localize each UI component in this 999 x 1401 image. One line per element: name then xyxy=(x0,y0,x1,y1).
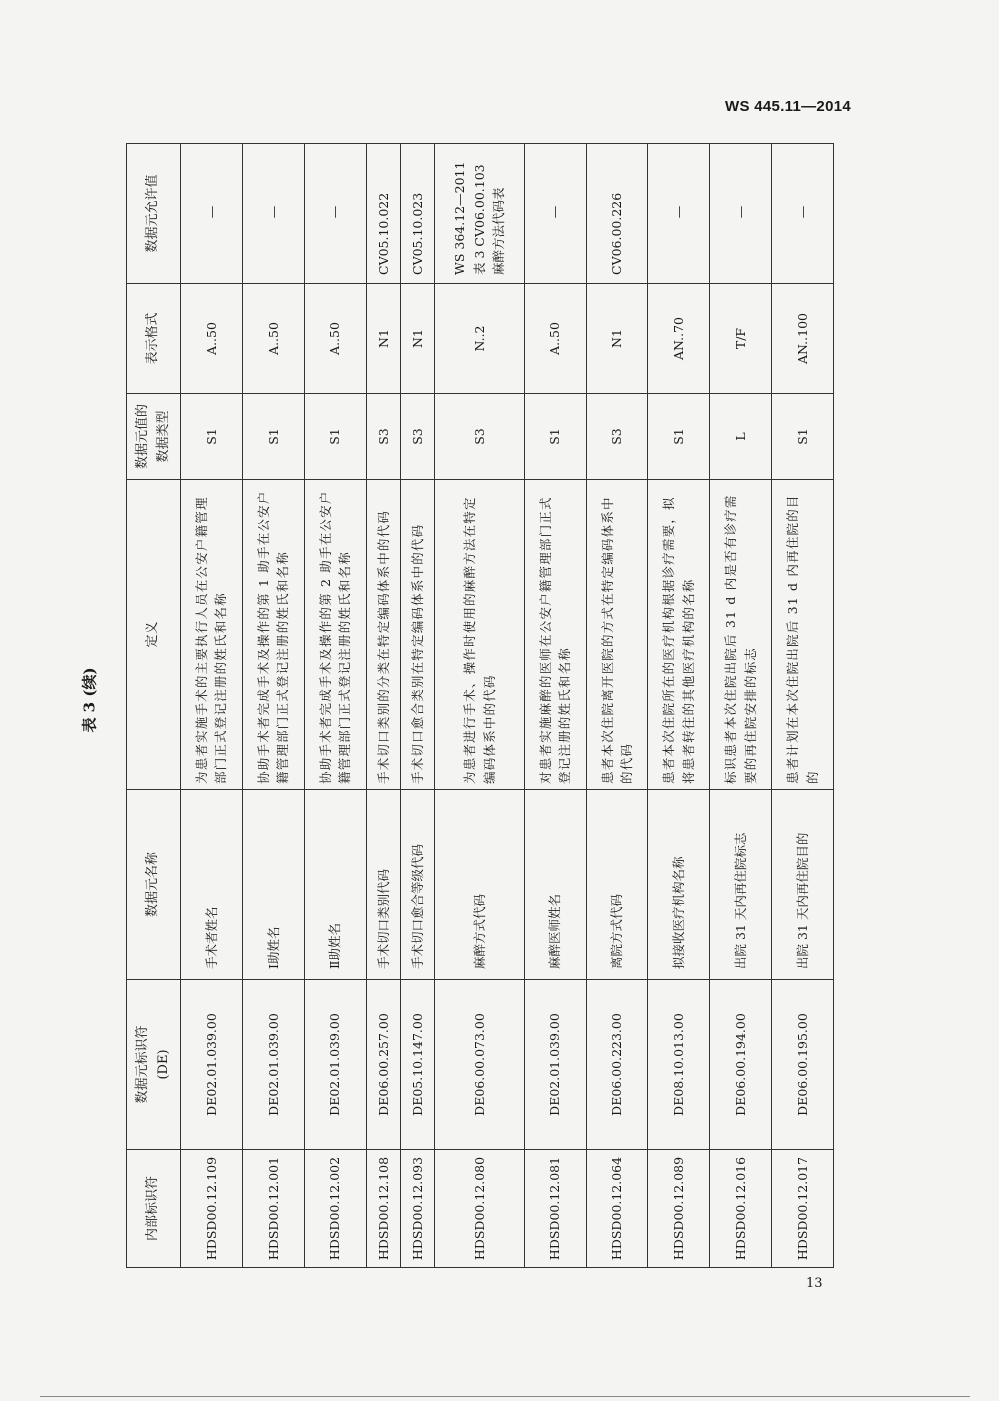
header-data-type: 数据元值的 数据类型 xyxy=(127,394,181,480)
cell-de-id: DE02.01.039.00 xyxy=(242,980,304,1150)
cell-data-type: S3 xyxy=(435,394,524,480)
cell-data-type: S1 xyxy=(242,394,304,480)
table-row xyxy=(772,144,834,1268)
rotated-table-container xyxy=(126,144,834,1268)
cell-de-id: DE08.10.013.00 xyxy=(648,980,710,1150)
cell-element-name: 手术切口愈合等级代码 xyxy=(400,790,434,980)
cell-allowed-values: — xyxy=(648,144,710,284)
table-row xyxy=(710,144,772,1268)
cell-de-id: DE06.00.194.00 xyxy=(710,980,772,1150)
cell-allowed-values: — xyxy=(181,144,243,284)
cell-allowed-values: — xyxy=(710,144,772,284)
table-row xyxy=(648,144,710,1268)
cell-internal-id: HDSD00.12.089 xyxy=(648,1150,710,1268)
cell-data-type: S3 xyxy=(366,394,400,480)
cell-allowed-values: CV06.00.226 xyxy=(586,144,648,284)
cell-allowed-values: — xyxy=(304,144,366,284)
cell-internal-id: HDSD00.12.001 xyxy=(242,1150,304,1268)
table-row xyxy=(435,144,524,1268)
table-row xyxy=(304,144,366,1268)
cell-allowed-values: WS 364.12—2011 表 3 CV06.00.103 麻醉方法代码表 xyxy=(435,144,524,284)
cell-data-type: S3 xyxy=(586,394,648,480)
cell-definition: 协助手术者完成手术及操作的第 1 助手在公安户籍管理部门正式登记注册的姓氏和名称 xyxy=(242,480,304,790)
cell-format: T/F xyxy=(710,284,772,394)
cell-allowed-values: — xyxy=(772,144,834,284)
cell-internal-id: HDSD00.12.002 xyxy=(304,1150,366,1268)
table-row xyxy=(242,144,304,1268)
cell-data-type: L xyxy=(710,394,772,480)
data-element-table xyxy=(126,143,834,1268)
cell-definition: 为患者实施手术的主要执行人员在公安户籍管理部门正式登记注册的姓氏和名称 xyxy=(181,480,243,790)
cell-element-name: 手术切口类别代码 xyxy=(366,790,400,980)
header-internal-id: 内部标识符 xyxy=(127,1150,181,1268)
cell-data-type: S1 xyxy=(648,394,710,480)
cell-allowed-values: CV05.10.023 xyxy=(400,144,434,284)
cell-internal-id: HDSD00.12.016 xyxy=(710,1150,772,1268)
table-row xyxy=(181,144,243,1268)
header-definition: 定义 xyxy=(127,480,181,790)
cell-data-type: S1 xyxy=(181,394,243,480)
table-row xyxy=(586,144,648,1268)
cell-allowed-values: — xyxy=(242,144,304,284)
cell-element-name: Ⅱ助姓名 xyxy=(304,790,366,980)
cell-de-id: DE06.00.257.00 xyxy=(366,980,400,1150)
table-caption: 表 3 (续) xyxy=(80,667,99,733)
cell-format: A..50 xyxy=(181,284,243,394)
cell-data-type: S1 xyxy=(772,394,834,480)
cell-data-type: S3 xyxy=(400,394,434,480)
cell-element-name: 麻醉医师姓名 xyxy=(524,790,586,980)
cell-format: N1 xyxy=(366,284,400,394)
cell-definition: 患者本次住院所在的医疗机构根据诊疗需要，拟将患者转往的其他医疗机构的名称 xyxy=(648,480,710,790)
cell-definition: 为患者进行手术、操作时使用的麻醉方法在特定编码体系中的代码 xyxy=(435,480,524,790)
cell-internal-id: HDSD00.12.081 xyxy=(524,1150,586,1268)
cell-internal-id: HDSD00.12.093 xyxy=(400,1150,434,1268)
header-allowed-values: 数据元允许值 xyxy=(127,144,181,284)
cell-allowed-values: — xyxy=(524,144,586,284)
table-row xyxy=(400,144,434,1268)
cell-data-type: S1 xyxy=(524,394,586,480)
cell-definition: 手术切口愈合类别在特定编码体系中的代码 xyxy=(400,480,434,790)
cell-format: A..50 xyxy=(304,284,366,394)
cell-format: AN..70 xyxy=(648,284,710,394)
standard-code: WS 445.11—2014 xyxy=(725,98,851,115)
cell-definition: 标识患者本次住院出院后 31 d 内是否有诊疗需要的再住院安排的标志 xyxy=(710,480,772,790)
cell-format: N..2 xyxy=(435,284,524,394)
cell-element-name: 麻醉方式代码 xyxy=(435,790,524,980)
cell-element-name: 拟接收医疗机构名称 xyxy=(648,790,710,980)
table-row xyxy=(366,144,400,1268)
cell-de-id: DE06.00.223.00 xyxy=(586,980,648,1150)
cell-element-name: Ⅰ助姓名 xyxy=(242,790,304,980)
cell-internal-id: HDSD00.12.109 xyxy=(181,1150,243,1268)
cell-definition: 患者本次住院离开医院的方式在特定编码体系中的代码 xyxy=(586,480,648,790)
cell-internal-id: HDSD00.12.017 xyxy=(772,1150,834,1268)
cell-allowed-values: CV05.10.022 xyxy=(366,144,400,284)
cell-data-type: S1 xyxy=(304,394,366,480)
cell-definition: 对患者实施麻醉的医师在公安户籍管理部门正式登记注册的姓氏和名称 xyxy=(524,480,586,790)
header-element-name: 数据元名称 xyxy=(127,790,181,980)
table-row xyxy=(524,144,586,1268)
cell-internal-id: HDSD00.12.108 xyxy=(366,1150,400,1268)
cell-de-id: DE02.01.039.00 xyxy=(181,980,243,1150)
cell-de-id: DE02.01.039.00 xyxy=(304,980,366,1150)
cell-internal-id: HDSD00.12.080 xyxy=(435,1150,524,1268)
cell-element-name: 离院方式代码 xyxy=(586,790,648,980)
cell-de-id: DE06.00.073.00 xyxy=(435,980,524,1150)
cell-definition: 手术切口类别的分类在特定编码体系中的代码 xyxy=(366,480,400,790)
cell-element-name: 手术者姓名 xyxy=(181,790,243,980)
cell-internal-id: HDSD00.12.064 xyxy=(586,1150,648,1268)
cell-element-name: 出院 31 天内再住院目的 xyxy=(772,790,834,980)
cell-format: A..50 xyxy=(524,284,586,394)
cell-de-id: DE02.01.039.00 xyxy=(524,980,586,1150)
cell-format: N1 xyxy=(586,284,648,394)
cell-de-id: DE05.10.147.00 xyxy=(400,980,434,1150)
cell-definition: 患者计划在本次住院出院后 31 d 内再住院的目的 xyxy=(772,480,834,790)
page-bottom-rule xyxy=(40,1396,970,1397)
header-de-id: 数据元标识符 (DE) xyxy=(127,980,181,1150)
cell-format: AN..100 xyxy=(772,284,834,394)
page-number: 13 xyxy=(806,1276,823,1291)
cell-format: N1 xyxy=(400,284,434,394)
header-format: 表示格式 xyxy=(127,284,181,394)
cell-definition: 协助手术者完成手术及操作的第 2 助手在公安户籍管理部门正式登记注册的姓氏和名称 xyxy=(304,480,366,790)
cell-de-id: DE06.00.195.00 xyxy=(772,980,834,1150)
cell-element-name: 出院 31 天内再住院标志 xyxy=(710,790,772,980)
cell-format: A..50 xyxy=(242,284,304,394)
table-header-row xyxy=(127,144,181,1268)
